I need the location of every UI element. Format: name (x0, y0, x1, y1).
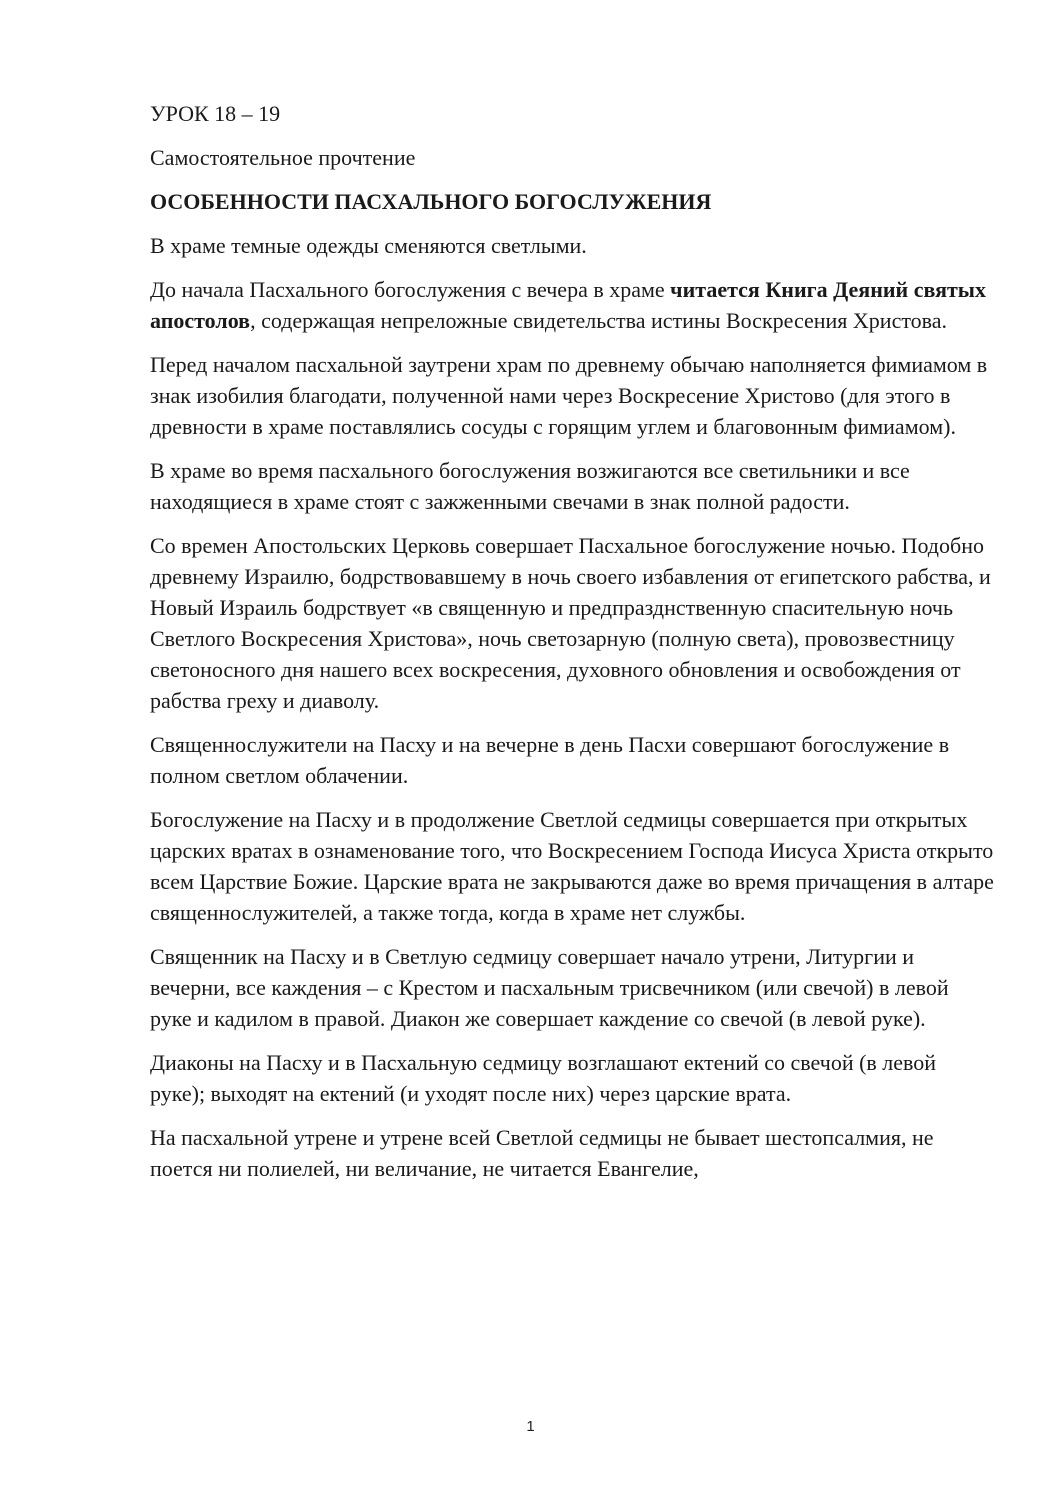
paragraph-2 (150, 274, 995, 336)
paragraph-7: Богослужение на Пасху и в продолжение Светлой седмицы совершается при открытых царских вратах в ознаменование того, что Воскресением Господа Иисуса Христа открыто всем Царствие Божие. Царские врата не закрываются даже во время причащения в алтаре священнослужителей, а также тогда, когда в храме нет службы. (150, 807, 994, 925)
paragraph-2-after: , содержащая непреложные свидетельства истины Воскресения Христова. (250, 308, 948, 333)
document-body (150, 98, 995, 1197)
page-number: 1 (526, 1418, 535, 1435)
paragraph-5: Со времен Апостольских Церковь совершает Пасхальное богослужение ночью. Подобно древнему Израилю, бодрствовавшему в ночь своего избавления от египетского рабства, и Новый Израиль бодрствует «в священную и предпразднственную спасительную ночь Светлого Воскресения Христова», ночь светозарную (полную света), провозвестницу светоносного дня нашего всех воскресения, духовного обновления и освобождения от рабства греху и диаволу. (150, 533, 991, 713)
paragraph-2-before: До начала Пасхального богослужения с вечера в храме (150, 277, 671, 302)
paragraph-10: На пасхальной утрене и утрене всей Светлой седмицы не бывает шестопсалмия, не поется ни полиелей, ни величание, не читается Евангелие, (150, 1125, 934, 1181)
paragraph-9: Диаконы на Пасху и в Пасхальную седмицу возглашают ектений со свечой (в левой руке); выходят на ектений (и уходят после них) через царские врата. (150, 1050, 937, 1106)
paragraph-3: Перед началом пасхальной заутрени храм по древнему обычаю наполняется фимиамом в знак изобилия благодати, полученной нами через Воскресение Христово (для этого в древности в храме поставлялись сосуды с горящим углем и благовонным фимиамом). (150, 352, 988, 439)
paragraph-1: В храме темные одежды сменяются светлыми. (150, 233, 587, 258)
paragraph-4: В храме во время пасхального богослужения возжигаются все светильники и все находящиеся в храме стоят с зажженными свечами в знак полной радости. (150, 458, 910, 514)
document-title: ОСОБЕННОСТИ ПАСХАЛЬНОГО БОГОСЛУЖЕНИЯ (150, 189, 712, 214)
reading-note: Самостоятельное прочтение (150, 145, 416, 170)
lesson-label: УРОК 18 – 19 (150, 101, 281, 126)
paragraph-6: Священнослужители на Пасху и на вечерне в день Пасхи совершают богослужение в полном светлом облачении. (150, 732, 950, 788)
paragraph-8: Священник на Пасху и в Светлую седмицу совершает начало утрени, Литургии и вечерни, все каждения – с Крестом и пасхальным трисвечником (или свечой) в левой руке и кадилом в правой. Диакон же совершает каждение со свечой (в левой руке). (150, 944, 949, 1031)
paragraph-2-bold: читается Книга Деяний святых апостолов (150, 277, 986, 333)
